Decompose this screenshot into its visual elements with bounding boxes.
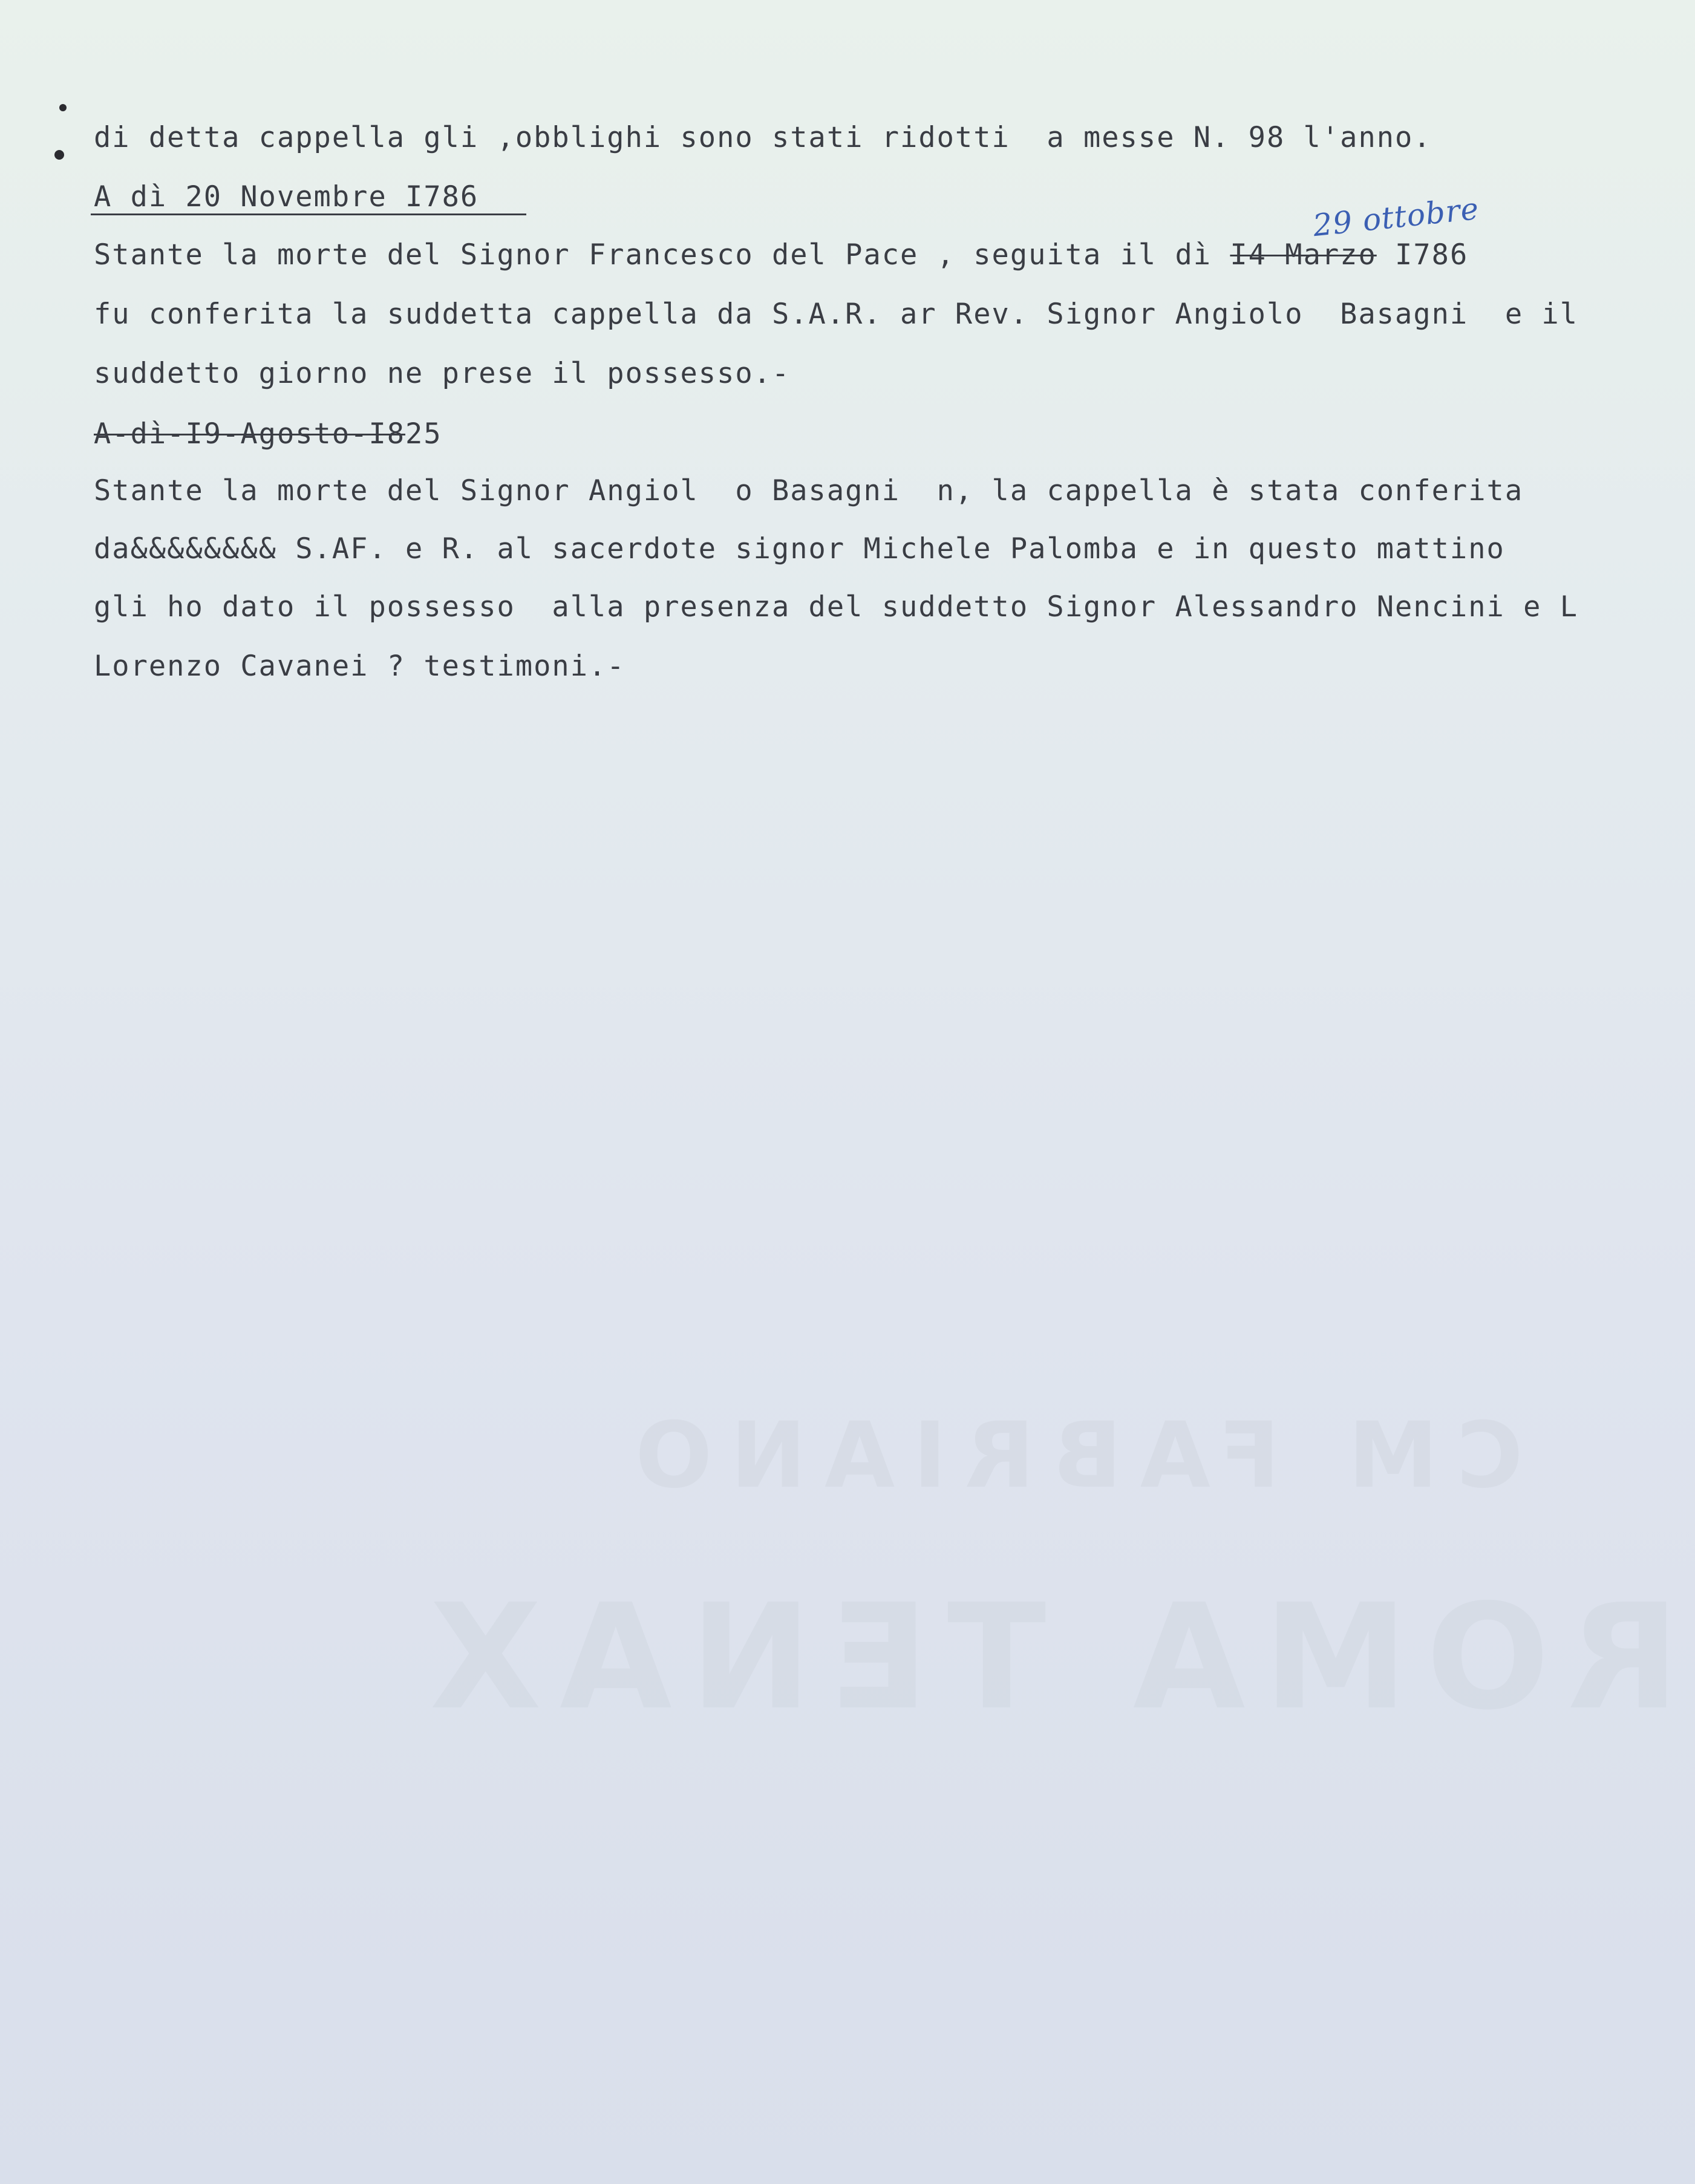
- watermark-bottom: ROMA TENAX: [411, 1573, 1680, 1742]
- text-line: da&&&&&&&& S.AF. e R. al sacerdote signor Michele Palomba e in questo mattino: [94, 532, 1505, 566]
- text-line: suddetto giorno ne prese il possesso.-: [94, 357, 791, 390]
- text-segment: I786: [1376, 238, 1469, 272]
- text-line: gli ho dato il possesso alla presenza del suddetto Signor Alessandro Nencini e L: [94, 590, 1579, 624]
- handwritten-annotation: 29 ottobre: [1311, 191, 1481, 244]
- margin-mark: [54, 150, 64, 160]
- struck-date: A-dì-I9-Agosto-I8: [94, 417, 406, 451]
- text-line: [94, 237, 1468, 273]
- text-line: fu conferita la suddetta cappella da S.A.R. ar Rev. Signor Angiolo Basagni e il: [94, 298, 1579, 331]
- date-heading: [94, 416, 442, 452]
- text-line: Lorenzo Cavanei ? testimoni.-: [94, 650, 625, 683]
- heading-underline: [91, 214, 526, 215]
- text-segment: 25: [405, 417, 442, 451]
- margin-mark: [59, 104, 67, 111]
- struck-date: I4 Marzo: [1230, 238, 1377, 272]
- date-heading: A dì 20 Novembre I786: [94, 180, 479, 214]
- watermark-top: CM FABRIANO: [617, 1403, 1523, 1508]
- text-line: di detta cappella gli ,obblighi sono stati ridotti a messe N. 98 l'anno.: [94, 121, 1432, 154]
- text-line: Stante la morte del Signor Angiol o Basagni n, la cappella è stata conferita: [94, 474, 1524, 507]
- text-segment: Stante la morte del Signor Francesco del Pace , seguita il dì: [94, 238, 1230, 272]
